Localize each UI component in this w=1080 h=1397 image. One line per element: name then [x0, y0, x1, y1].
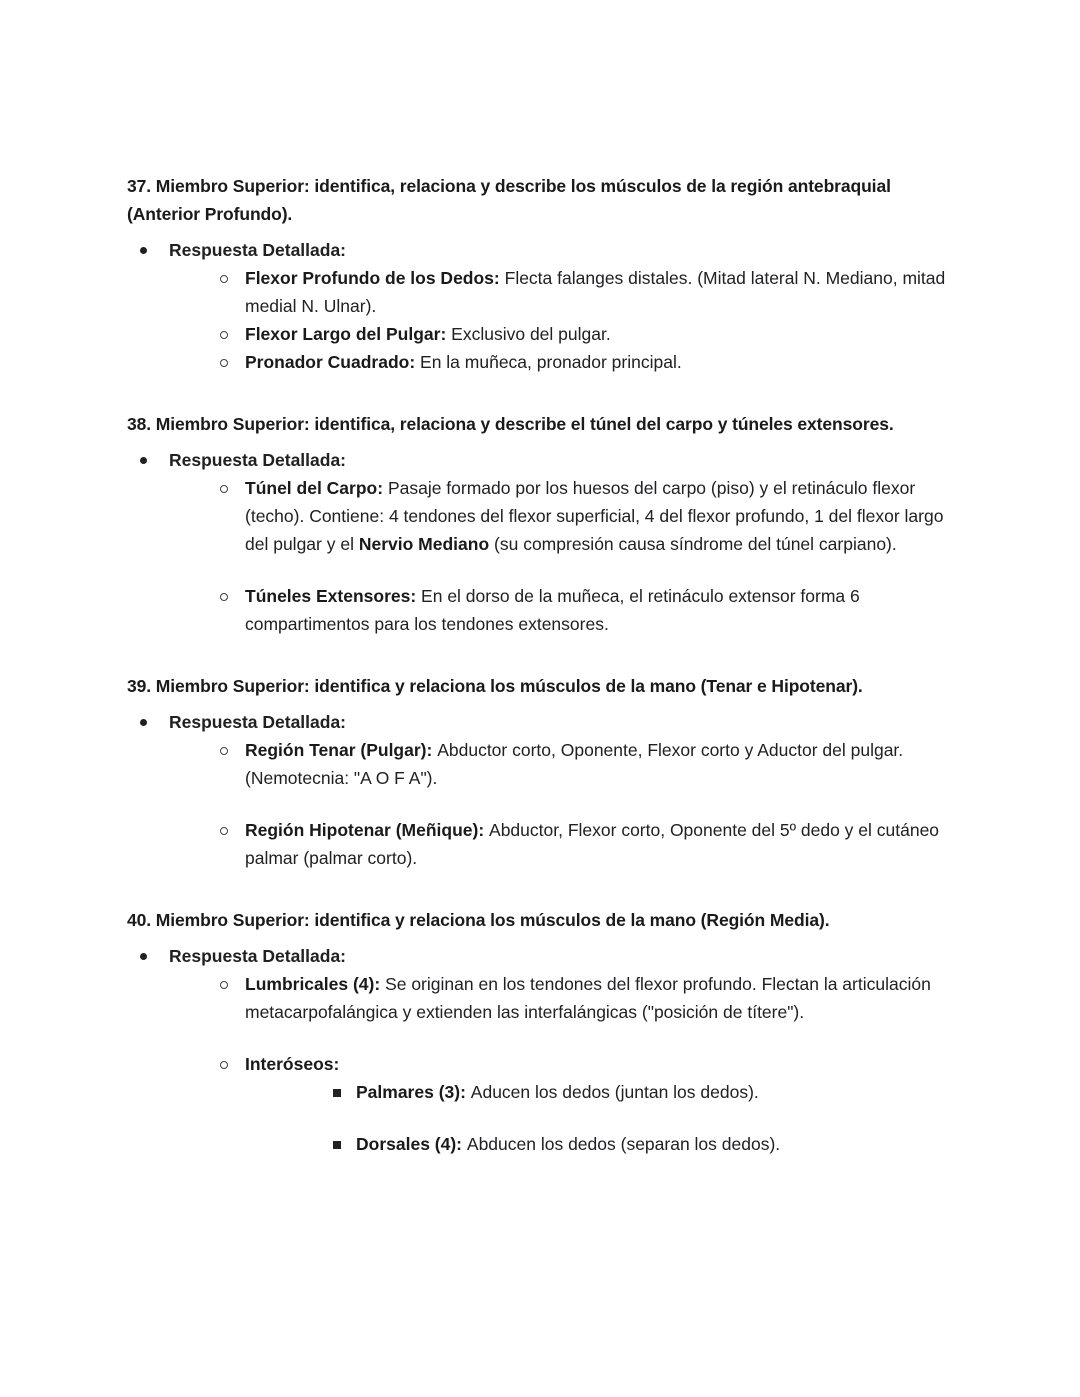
disc-bullet-icon — [140, 236, 148, 264]
list-item — [169, 970, 960, 1026]
question-heading: 37. Miembro Superior: identifica, relaciona y describe los músculos de la región antebraquial (Anterior Profundo). — [127, 176, 891, 224]
question-heading: 40. Miembro Superior: identifica y relaciona los músculos de la mano (Región Media). — [127, 910, 830, 930]
list-item — [169, 348, 960, 376]
answer-label: Respuesta Detallada: — [169, 240, 347, 260]
detail-list — [169, 970, 960, 1158]
square-bullet-icon — [333, 1078, 342, 1106]
circle-bullet-icon — [220, 348, 229, 376]
item-text: Exclusivo del pulgar. — [451, 324, 611, 344]
list-item — [169, 582, 960, 638]
section-q39 — [127, 672, 960, 872]
list-item — [169, 320, 960, 348]
item-text: Flecta falanges distales. (Mitad lateral N. Mediano, mitad medial N. Ulnar). — [245, 268, 946, 316]
item-term: Flexor Largo del Pulgar: — [245, 324, 447, 344]
answer-label-item — [127, 708, 960, 872]
item-text: En el dorso de la muñeca, el retináculo extensor forma 6 compartimentos para los tendones extensores. — [245, 586, 860, 634]
item-term: Interóseos: — [245, 1054, 340, 1074]
disc-bullet-icon — [140, 708, 148, 736]
item-text: Se originan en los tendones del flexor profundo. Flectan la articulación metacarpofalángica y extienden las interfalángicas ("posición de títere"). — [245, 974, 931, 1022]
answer-label: Respuesta Detallada: — [169, 712, 347, 732]
item-text-part2: (su compresión causa síndrome del túnel carpiano). — [494, 534, 897, 554]
answer-list — [127, 236, 960, 376]
item-text: En la muñeca, pronador principal. — [420, 352, 682, 372]
detail-list — [169, 264, 960, 376]
list-item — [169, 474, 960, 558]
detail-list — [169, 474, 960, 638]
circle-bullet-icon — [220, 264, 229, 292]
item-term: Palmares (3): — [356, 1082, 466, 1102]
item-text: Aducen los dedos (juntan los dedos). — [470, 1082, 759, 1102]
item-term: Región Hipotenar (Meñique): — [245, 820, 485, 840]
answer-label-item — [127, 942, 960, 1158]
circle-bullet-icon — [220, 970, 229, 998]
item-term: Túneles Extensores: — [245, 586, 417, 606]
item-term: Túnel del Carpo: — [245, 478, 384, 498]
section-q38 — [127, 410, 960, 638]
item-term: Región Tenar (Pulgar): — [245, 740, 433, 760]
disc-bullet-icon — [140, 942, 148, 970]
list-item — [169, 1050, 960, 1158]
circle-bullet-icon — [220, 1050, 229, 1078]
question-heading: 38. Miembro Superior: identifica, relaciona y describe el túnel del carpo y túneles extensores. — [127, 414, 894, 434]
answer-label-item — [127, 446, 960, 638]
item-text-part1: Pasaje formado por los huesos del carpo (piso) y el retináculo flexor (techo). Contiene: 4 tendones del flexor superficial, 4 del flexor profundo, 1 del flexor largo del pulgar y el — [245, 478, 944, 554]
circle-bullet-icon — [220, 736, 229, 764]
item-term: Dorsales (4): — [356, 1134, 463, 1154]
list-item — [245, 1130, 960, 1158]
answer-list — [127, 708, 960, 872]
item-term: Lumbricales (4): — [245, 974, 381, 994]
square-bullet-icon — [333, 1130, 342, 1158]
circle-bullet-icon — [220, 320, 229, 348]
item-text: Abductor corto, Oponente, Flexor corto y Aductor del pulgar. (Nemotecnia: "A O F A"). — [245, 740, 904, 788]
answer-label-item — [127, 236, 960, 376]
question-heading: 39. Miembro Superior: identifica y relaciona los músculos de la mano (Tenar e Hipotenar). — [127, 676, 863, 696]
list-item — [169, 816, 960, 872]
item-text: Abductor, Flexor corto, Oponente del 5º dedo y el cutáneo palmar (palmar corto). — [245, 820, 940, 868]
answer-label: Respuesta Detallada: — [169, 450, 347, 470]
list-item — [169, 264, 960, 320]
answer-list — [127, 942, 960, 1158]
subdetail-list — [245, 1078, 960, 1158]
section-q37 — [127, 172, 960, 376]
item-text: Abducen los dedos (separan los dedos). — [466, 1134, 781, 1154]
list-item — [169, 736, 960, 792]
circle-bullet-icon — [220, 474, 229, 502]
circle-bullet-icon — [220, 816, 229, 844]
item-term: Flexor Profundo de los Dedos: — [245, 268, 500, 288]
item-emphasis: Nervio Mediano — [358, 534, 490, 554]
answer-label: Respuesta Detallada: — [169, 946, 347, 966]
circle-bullet-icon — [220, 582, 229, 610]
answer-list — [127, 446, 960, 638]
section-q40 — [127, 906, 960, 1158]
disc-bullet-icon — [140, 446, 148, 474]
list-item — [245, 1078, 960, 1106]
item-term: Pronador Cuadrado: — [245, 352, 416, 372]
detail-list — [169, 736, 960, 872]
